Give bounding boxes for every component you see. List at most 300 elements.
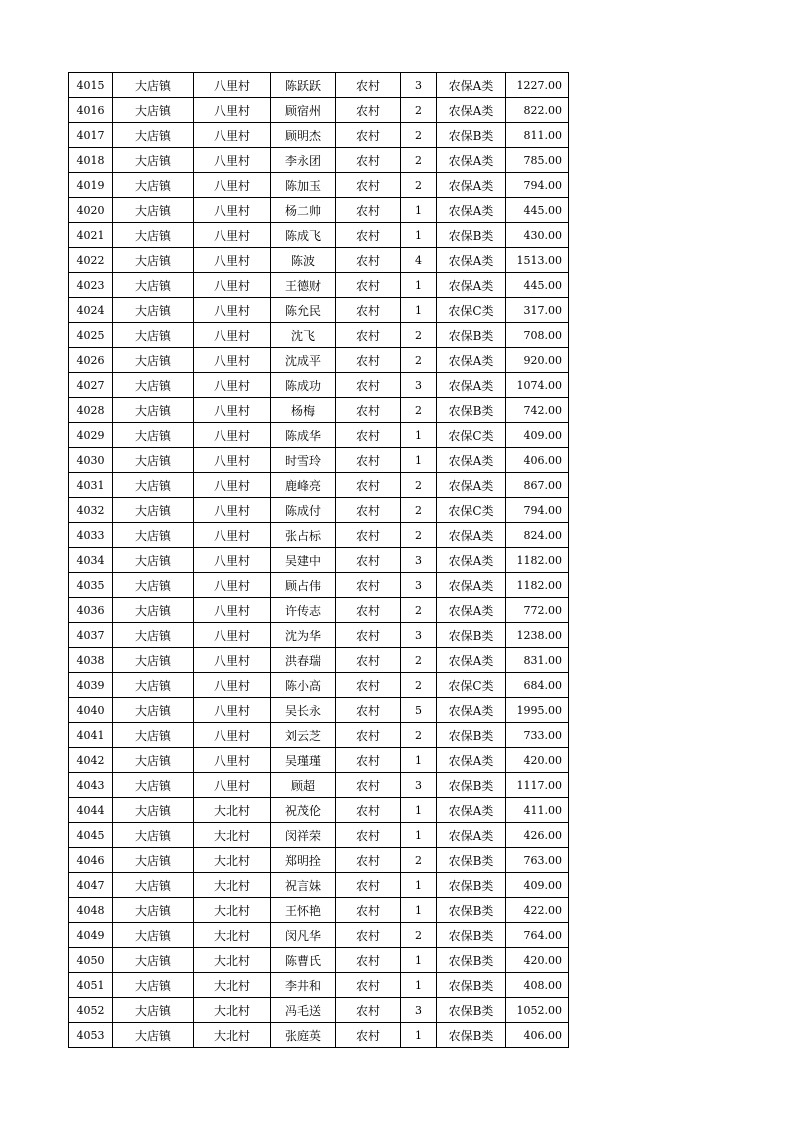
person-name-cell: 李井和 <box>271 973 336 998</box>
table-row <box>69 298 569 323</box>
township-cell: 大店镇 <box>113 498 194 523</box>
household-size-cell: 1 <box>401 823 437 848</box>
insurance-category-cell: 农保B类 <box>437 223 506 248</box>
township-cell: 大店镇 <box>113 823 194 848</box>
row-number-cell: 4042 <box>69 748 113 773</box>
amount-cell: 1227.00 <box>506 73 569 98</box>
row-number-cell: 4025 <box>69 323 113 348</box>
insurance-category-cell: 农保B类 <box>437 773 506 798</box>
row-number-cell: 4041 <box>69 723 113 748</box>
township-cell: 大店镇 <box>113 123 194 148</box>
person-name-cell: 闵凡华 <box>271 923 336 948</box>
village-cell: 八里村 <box>194 323 271 348</box>
row-number-cell: 4022 <box>69 248 113 273</box>
village-cell: 八里村 <box>194 73 271 98</box>
table-row <box>69 548 569 573</box>
household-type-cell: 农村 <box>336 673 401 698</box>
table-row <box>69 448 569 473</box>
amount-cell: 317.00 <box>506 298 569 323</box>
person-name-cell: 许传志 <box>271 598 336 623</box>
insurance-category-cell: 农保B类 <box>437 998 506 1023</box>
table-row <box>69 748 569 773</box>
row-number-cell: 4029 <box>69 423 113 448</box>
row-number-cell: 4036 <box>69 598 113 623</box>
insurance-category-cell: 农保B类 <box>437 723 506 748</box>
row-number-cell: 4045 <box>69 823 113 848</box>
household-type-cell: 农村 <box>336 798 401 823</box>
person-name-cell: 沈飞 <box>271 323 336 348</box>
village-cell: 大北村 <box>194 948 271 973</box>
village-cell: 八里村 <box>194 698 271 723</box>
village-cell: 八里村 <box>194 398 271 423</box>
household-type-cell: 农村 <box>336 823 401 848</box>
person-name-cell: 刘云芝 <box>271 723 336 748</box>
household-type-cell: 农村 <box>336 648 401 673</box>
person-name-cell: 沈为华 <box>271 623 336 648</box>
household-size-cell: 1 <box>401 223 437 248</box>
person-name-cell: 顾占伟 <box>271 573 336 598</box>
person-name-cell: 陈允民 <box>271 298 336 323</box>
household-size-cell: 1 <box>401 873 437 898</box>
insurance-category-cell: 农保A类 <box>437 648 506 673</box>
insurance-category-cell: 农保A类 <box>437 373 506 398</box>
amount-cell: 422.00 <box>506 898 569 923</box>
village-cell: 大北村 <box>194 998 271 1023</box>
household-type-cell: 农村 <box>336 748 401 773</box>
household-type-cell: 农村 <box>336 373 401 398</box>
village-cell: 大北村 <box>194 923 271 948</box>
row-number-cell: 4034 <box>69 548 113 573</box>
household-type-cell: 农村 <box>336 348 401 373</box>
household-type-cell: 农村 <box>336 623 401 648</box>
person-name-cell: 陈成功 <box>271 373 336 398</box>
row-number-cell: 4037 <box>69 623 113 648</box>
township-cell: 大店镇 <box>113 973 194 998</box>
amount-cell: 824.00 <box>506 523 569 548</box>
table-row <box>69 798 569 823</box>
township-cell: 大店镇 <box>113 648 194 673</box>
person-name-cell: 陈成华 <box>271 423 336 448</box>
household-type-cell: 农村 <box>336 298 401 323</box>
household-size-cell: 1 <box>401 973 437 998</box>
amount-cell: 742.00 <box>506 398 569 423</box>
household-size-cell: 1 <box>401 298 437 323</box>
village-cell: 八里村 <box>194 373 271 398</box>
household-size-cell: 1 <box>401 898 437 923</box>
table-row <box>69 873 569 898</box>
table-row <box>69 673 569 698</box>
township-cell: 大店镇 <box>113 448 194 473</box>
row-number-cell: 4035 <box>69 573 113 598</box>
township-cell: 大店镇 <box>113 698 194 723</box>
row-number-cell: 4039 <box>69 673 113 698</box>
row-number-cell: 4027 <box>69 373 113 398</box>
row-number-cell: 4050 <box>69 948 113 973</box>
township-cell: 大店镇 <box>113 348 194 373</box>
household-type-cell: 农村 <box>336 723 401 748</box>
amount-cell: 811.00 <box>506 123 569 148</box>
township-cell: 大店镇 <box>113 948 194 973</box>
insurance-category-cell: 农保A类 <box>437 473 506 498</box>
person-name-cell: 杨二帅 <box>271 198 336 223</box>
household-type-cell: 农村 <box>336 573 401 598</box>
household-size-cell: 3 <box>401 548 437 573</box>
insurance-category-cell: 农保A类 <box>437 173 506 198</box>
village-cell: 八里村 <box>194 248 271 273</box>
table-row <box>69 98 569 123</box>
village-cell: 八里村 <box>194 523 271 548</box>
table-row <box>69 1023 569 1048</box>
household-size-cell: 1 <box>401 798 437 823</box>
household-size-cell: 3 <box>401 998 437 1023</box>
amount-cell: 831.00 <box>506 648 569 673</box>
township-cell: 大店镇 <box>113 573 194 598</box>
household-type-cell: 农村 <box>336 73 401 98</box>
amount-cell: 764.00 <box>506 923 569 948</box>
household-type-cell: 农村 <box>336 998 401 1023</box>
table-row <box>69 923 569 948</box>
row-number-cell: 4015 <box>69 73 113 98</box>
household-size-cell: 2 <box>401 398 437 423</box>
person-name-cell: 吴长永 <box>271 698 336 723</box>
township-cell: 大店镇 <box>113 998 194 1023</box>
township-cell: 大店镇 <box>113 98 194 123</box>
insurance-category-cell: 农保B类 <box>437 1023 506 1048</box>
person-name-cell: 祝茂伦 <box>271 798 336 823</box>
household-type-cell: 农村 <box>336 848 401 873</box>
row-number-cell: 4026 <box>69 348 113 373</box>
township-cell: 大店镇 <box>113 723 194 748</box>
table-row <box>69 423 569 448</box>
household-size-cell: 3 <box>401 373 437 398</box>
person-name-cell: 洪春瑞 <box>271 648 336 673</box>
village-cell: 八里村 <box>194 273 271 298</box>
amount-cell: 1117.00 <box>506 773 569 798</box>
household-type-cell: 农村 <box>336 898 401 923</box>
insurance-category-cell: 农保C类 <box>437 298 506 323</box>
household-size-cell: 2 <box>401 923 437 948</box>
table-row <box>69 323 569 348</box>
township-cell: 大店镇 <box>113 548 194 573</box>
township-cell: 大店镇 <box>113 423 194 448</box>
village-cell: 八里村 <box>194 598 271 623</box>
amount-cell: 411.00 <box>506 798 569 823</box>
row-number-cell: 4051 <box>69 973 113 998</box>
village-cell: 八里村 <box>194 773 271 798</box>
row-number-cell: 4028 <box>69 398 113 423</box>
insurance-category-cell: 农保B类 <box>437 898 506 923</box>
row-number-cell: 4016 <box>69 98 113 123</box>
insurance-category-cell: 农保A类 <box>437 548 506 573</box>
township-cell: 大店镇 <box>113 923 194 948</box>
amount-cell: 1238.00 <box>506 623 569 648</box>
row-number-cell: 4032 <box>69 498 113 523</box>
household-type-cell: 农村 <box>336 773 401 798</box>
township-cell: 大店镇 <box>113 323 194 348</box>
row-number-cell: 4048 <box>69 898 113 923</box>
township-cell: 大店镇 <box>113 898 194 923</box>
table-row <box>69 173 569 198</box>
row-number-cell: 4019 <box>69 173 113 198</box>
row-number-cell: 4044 <box>69 798 113 823</box>
household-size-cell: 4 <box>401 248 437 273</box>
table-row <box>69 73 569 98</box>
household-size-cell: 1 <box>401 948 437 973</box>
village-cell: 八里村 <box>194 548 271 573</box>
village-cell: 八里村 <box>194 573 271 598</box>
amount-cell: 794.00 <box>506 498 569 523</box>
person-name-cell: 杨梅 <box>271 398 336 423</box>
household-type-cell: 农村 <box>336 248 401 273</box>
table-row <box>69 623 569 648</box>
township-cell: 大店镇 <box>113 473 194 498</box>
person-name-cell: 陈波 <box>271 248 336 273</box>
village-cell: 八里村 <box>194 98 271 123</box>
insurance-category-cell: 农保B类 <box>437 923 506 948</box>
person-name-cell: 陈成付 <box>271 498 336 523</box>
table-row <box>69 198 569 223</box>
household-type-cell: 农村 <box>336 498 401 523</box>
village-cell: 八里村 <box>194 748 271 773</box>
insurance-category-cell: 农保A类 <box>437 748 506 773</box>
household-type-cell: 农村 <box>336 173 401 198</box>
table-body <box>69 73 569 1048</box>
row-number-cell: 4053 <box>69 1023 113 1048</box>
insurance-category-cell: 农保A类 <box>437 348 506 373</box>
household-size-cell: 2 <box>401 473 437 498</box>
table-row <box>69 273 569 298</box>
row-number-cell: 4033 <box>69 523 113 548</box>
row-number-cell: 4031 <box>69 473 113 498</box>
person-name-cell: 顾明杰 <box>271 123 336 148</box>
insurance-category-cell: 农保A类 <box>437 273 506 298</box>
table-row <box>69 973 569 998</box>
household-size-cell: 2 <box>401 98 437 123</box>
household-size-cell: 2 <box>401 673 437 698</box>
household-type-cell: 农村 <box>336 448 401 473</box>
table-row <box>69 398 569 423</box>
table-row <box>69 523 569 548</box>
township-cell: 大店镇 <box>113 773 194 798</box>
township-cell: 大店镇 <box>113 273 194 298</box>
household-size-cell: 2 <box>401 148 437 173</box>
insurance-category-cell: 农保B类 <box>437 623 506 648</box>
township-cell: 大店镇 <box>113 173 194 198</box>
person-name-cell: 冯毛送 <box>271 998 336 1023</box>
household-type-cell: 农村 <box>336 198 401 223</box>
village-cell: 大北村 <box>194 1023 271 1048</box>
village-cell: 八里村 <box>194 648 271 673</box>
township-cell: 大店镇 <box>113 223 194 248</box>
table-row <box>69 573 569 598</box>
village-cell: 大北村 <box>194 973 271 998</box>
household-type-cell: 农村 <box>336 148 401 173</box>
row-number-cell: 4020 <box>69 198 113 223</box>
household-type-cell: 农村 <box>336 698 401 723</box>
table-row <box>69 123 569 148</box>
row-number-cell: 4030 <box>69 448 113 473</box>
row-number-cell: 4023 <box>69 273 113 298</box>
insurance-category-cell: 农保C类 <box>437 423 506 448</box>
household-size-cell: 1 <box>401 273 437 298</box>
amount-cell: 409.00 <box>506 873 569 898</box>
township-cell: 大店镇 <box>113 373 194 398</box>
table-row <box>69 348 569 373</box>
insurance-category-cell: 农保A类 <box>437 248 506 273</box>
township-cell: 大店镇 <box>113 298 194 323</box>
person-name-cell: 王德财 <box>271 273 336 298</box>
village-cell: 八里村 <box>194 723 271 748</box>
table-row <box>69 248 569 273</box>
amount-cell: 822.00 <box>506 98 569 123</box>
row-number-cell: 4049 <box>69 923 113 948</box>
amount-cell: 733.00 <box>506 723 569 748</box>
household-size-cell: 3 <box>401 573 437 598</box>
insurance-category-cell: 农保A类 <box>437 148 506 173</box>
insurance-category-cell: 农保A类 <box>437 698 506 723</box>
household-type-cell: 农村 <box>336 523 401 548</box>
table-row <box>69 498 569 523</box>
row-number-cell: 4018 <box>69 148 113 173</box>
household-size-cell: 2 <box>401 598 437 623</box>
row-number-cell: 4040 <box>69 698 113 723</box>
township-cell: 大店镇 <box>113 148 194 173</box>
household-size-cell: 2 <box>401 648 437 673</box>
person-name-cell: 陈跃跃 <box>271 73 336 98</box>
table-row <box>69 848 569 873</box>
household-size-cell: 1 <box>401 198 437 223</box>
table-row <box>69 823 569 848</box>
table-row <box>69 473 569 498</box>
insurance-category-cell: 农保A类 <box>437 98 506 123</box>
household-type-cell: 农村 <box>336 273 401 298</box>
insurance-category-cell: 农保B类 <box>437 948 506 973</box>
household-type-cell: 农村 <box>336 923 401 948</box>
insurance-category-cell: 农保A类 <box>437 823 506 848</box>
amount-cell: 430.00 <box>506 223 569 248</box>
person-name-cell: 顾宿州 <box>271 98 336 123</box>
table-row <box>69 223 569 248</box>
household-size-cell: 3 <box>401 73 437 98</box>
village-cell: 八里村 <box>194 298 271 323</box>
household-size-cell: 2 <box>401 523 437 548</box>
amount-cell: 420.00 <box>506 748 569 773</box>
household-size-cell: 2 <box>401 348 437 373</box>
row-number-cell: 4046 <box>69 848 113 873</box>
insurance-category-cell: 农保A类 <box>437 598 506 623</box>
insurance-category-cell: 农保B类 <box>437 848 506 873</box>
township-cell: 大店镇 <box>113 848 194 873</box>
amount-cell: 1182.00 <box>506 573 569 598</box>
insurance-category-cell: 农保B类 <box>437 873 506 898</box>
household-size-cell: 2 <box>401 848 437 873</box>
village-cell: 八里村 <box>194 423 271 448</box>
household-size-cell: 1 <box>401 423 437 448</box>
table-row <box>69 948 569 973</box>
household-type-cell: 农村 <box>336 598 401 623</box>
township-cell: 大店镇 <box>113 623 194 648</box>
township-cell: 大店镇 <box>113 873 194 898</box>
amount-cell: 420.00 <box>506 948 569 973</box>
household-size-cell: 5 <box>401 698 437 723</box>
insurance-category-cell: 农保B类 <box>437 123 506 148</box>
person-name-cell: 沈成平 <box>271 348 336 373</box>
amount-cell: 772.00 <box>506 598 569 623</box>
row-number-cell: 4043 <box>69 773 113 798</box>
amount-cell: 1074.00 <box>506 373 569 398</box>
data-table <box>68 72 569 1048</box>
insurance-category-cell: 农保A类 <box>437 73 506 98</box>
village-cell: 大北村 <box>194 873 271 898</box>
household-type-cell: 农村 <box>336 1023 401 1048</box>
township-cell: 大店镇 <box>113 748 194 773</box>
township-cell: 大店镇 <box>113 673 194 698</box>
amount-cell: 794.00 <box>506 173 569 198</box>
person-name-cell: 闵祥荣 <box>271 823 336 848</box>
amount-cell: 1513.00 <box>506 248 569 273</box>
township-cell: 大店镇 <box>113 198 194 223</box>
village-cell: 大北村 <box>194 848 271 873</box>
township-cell: 大店镇 <box>113 248 194 273</box>
amount-cell: 445.00 <box>506 273 569 298</box>
village-cell: 八里村 <box>194 673 271 698</box>
household-type-cell: 农村 <box>336 973 401 998</box>
household-size-cell: 1 <box>401 448 437 473</box>
table-row <box>69 998 569 1023</box>
person-name-cell: 陈曹氏 <box>271 948 336 973</box>
row-number-cell: 4024 <box>69 298 113 323</box>
table-row <box>69 723 569 748</box>
township-cell: 大店镇 <box>113 598 194 623</box>
township-cell: 大店镇 <box>113 1023 194 1048</box>
person-name-cell: 陈成飞 <box>271 223 336 248</box>
village-cell: 八里村 <box>194 223 271 248</box>
row-number-cell: 4052 <box>69 998 113 1023</box>
person-name-cell: 祝言妹 <box>271 873 336 898</box>
person-name-cell: 张占标 <box>271 523 336 548</box>
household-size-cell: 3 <box>401 773 437 798</box>
row-number-cell: 4021 <box>69 223 113 248</box>
table-row <box>69 148 569 173</box>
insurance-category-cell: 农保C类 <box>437 673 506 698</box>
person-name-cell: 陈小高 <box>271 673 336 698</box>
village-cell: 大北村 <box>194 898 271 923</box>
village-cell: 八里村 <box>194 148 271 173</box>
village-cell: 八里村 <box>194 623 271 648</box>
table-row <box>69 898 569 923</box>
household-type-cell: 农村 <box>336 123 401 148</box>
household-size-cell: 3 <box>401 623 437 648</box>
household-type-cell: 农村 <box>336 423 401 448</box>
person-name-cell: 时雪玲 <box>271 448 336 473</box>
amount-cell: 684.00 <box>506 673 569 698</box>
village-cell: 八里村 <box>194 448 271 473</box>
township-cell: 大店镇 <box>113 798 194 823</box>
amount-cell: 1052.00 <box>506 998 569 1023</box>
household-size-cell: 2 <box>401 323 437 348</box>
insurance-category-cell: 农保A类 <box>437 448 506 473</box>
household-type-cell: 农村 <box>336 323 401 348</box>
person-name-cell: 陈加玉 <box>271 173 336 198</box>
household-type-cell: 农村 <box>336 473 401 498</box>
person-name-cell: 顾超 <box>271 773 336 798</box>
table-row <box>69 648 569 673</box>
amount-cell: 408.00 <box>506 973 569 998</box>
household-type-cell: 农村 <box>336 548 401 573</box>
household-type-cell: 农村 <box>336 948 401 973</box>
household-type-cell: 农村 <box>336 223 401 248</box>
amount-cell: 406.00 <box>506 448 569 473</box>
